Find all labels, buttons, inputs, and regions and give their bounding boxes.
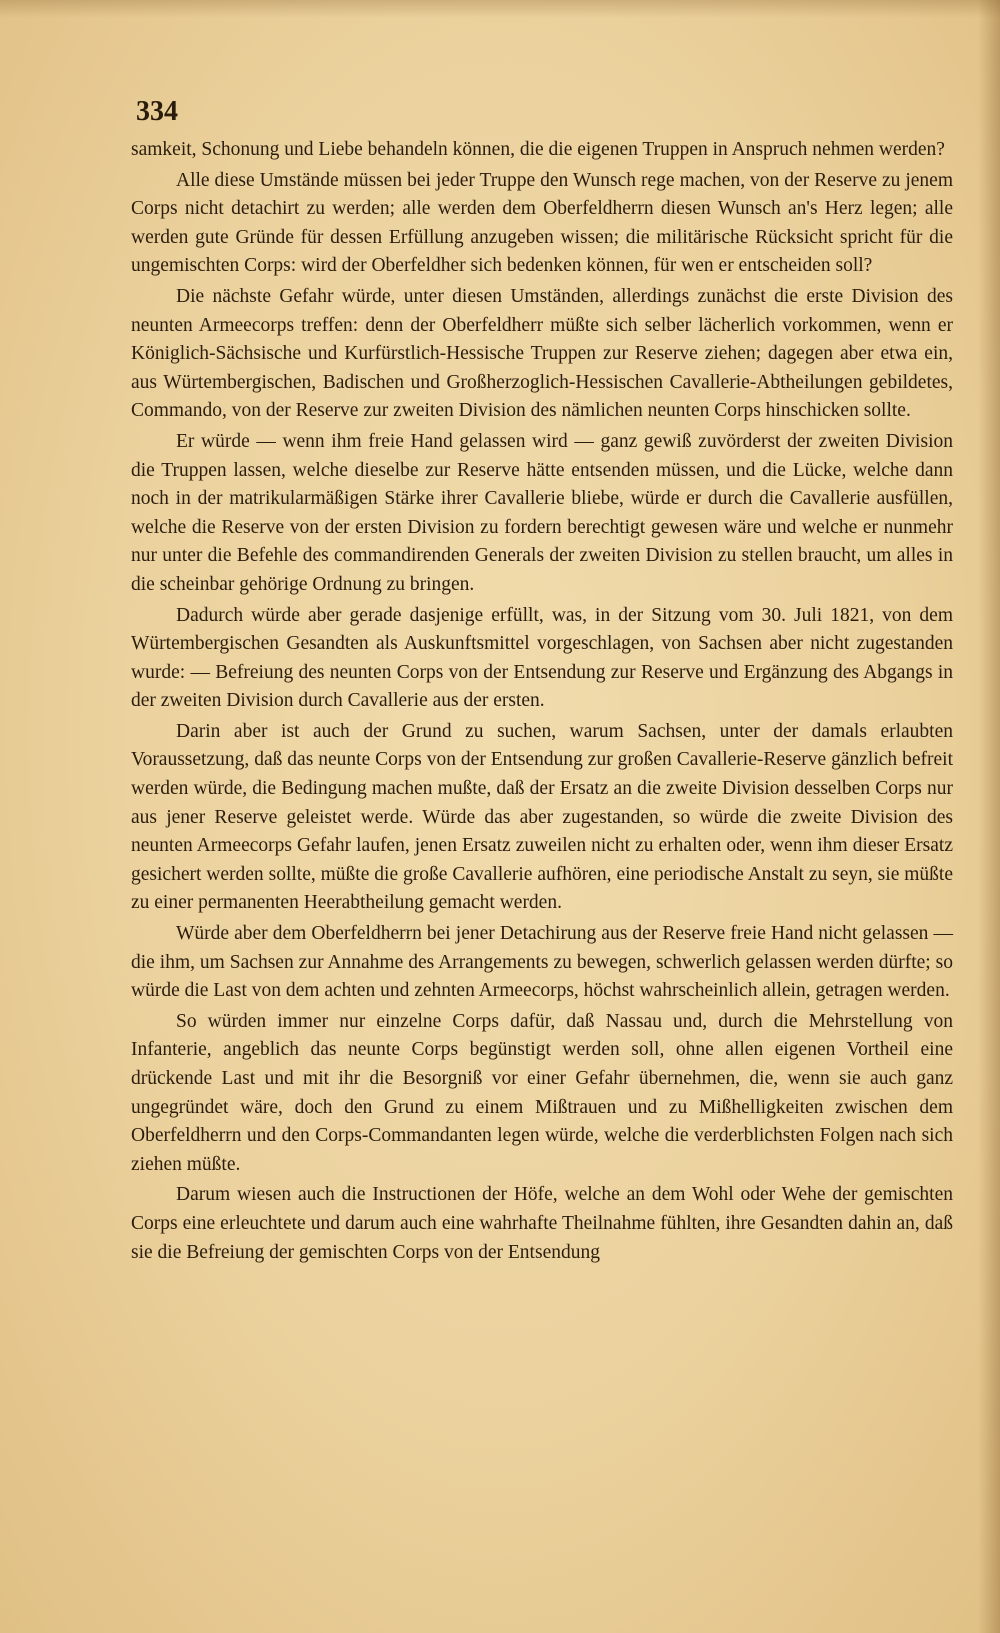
paragraph: So würden immer nur einzelne Corps dafür, daß Nassau und, durch die Mehrstellung von Infanterie, angeblich das neunte Corps begünstigt werden soll, ohne allen eigenen Vortheil eine drückende Last und mit ihr die Besorgniß vor einer Gefahr übernehmen, die, wenn sie auch ganz ungegründet wäre, doch den Grund zu einem Mißtrauen und zu Mißhelligkeiten zwischen dem Oberfeldherrn und den Corps-Commandanten legen würde, welche die verderblichsten Folgen nach sich ziehen müßte.	[131, 1010, 953, 1175]
paragraph: Die nächste Gefahr würde, unter diesen Umständen, allerdings zunächst die erste Division des neunten Armeecorps treffen: denn der Oberfeldherr müßte sich selber lächerlich vorkommen, wenn er Königlich-Sächsische und Kurfürstlich-Hessische Truppen zur Reserve ziehen; dagegen aber etwa ein, aus Würtembergischen, Badischen und Großherzoglich-Hessischen Cavallerie-Abtheilungen gebildetes, Commando, von der Reserve zur zweiten Division des nämlichen neunten Corps hinschicken sollte.	[131, 285, 953, 422]
paragraph: Dadurch würde aber gerade dasjenige erfüllt, was, in der Sitzung vom 30. Juli 1821, von dem Würtembergischen Gesandten als Auskunftsmittel vorgeschlagen, von Sachsen aber nicht zugestanden wurde: — Befreiung des neunten Corps von der Entsendung zur Reserve und Ergänzung des Abgangs in der zweiten Division durch Cavallerie aus der ersten.	[131, 604, 953, 712]
page-number: 334	[136, 96, 178, 127]
paragraph: Darum wiesen auch die Instructionen der Höfe, welche an dem Wohl oder Wehe der gemischten Corps eine erleuchtete und darum auch eine wahrhafte Theilnahme fühlten, ihre Gesandten dahin an, daß sie die Befreiung der gemischten Corps von der Entsendung	[131, 1184, 953, 1263]
body-text	[131, 136, 953, 1269]
paragraph-continuation: samkeit, Schonung und Liebe behandeln können, die die eigenen Truppen in Anspruch nehmen werden?	[131, 139, 945, 160]
paragraph: Alle diese Umstände müssen bei jeder Truppe den Wunsch rege machen, von der Reserve zu jenem Corps nicht detachirt zu werden; alle werden dem Oberfeldherrn diesen Wunsch an's Herz legen; alle werden gute Gründe für dessen Erfüllung anzugeben wissen; die militärische Rücksicht spricht für die ungemischten Corps: wird der Oberfeldher sich bedenken können, für wen er entscheiden soll?	[131, 169, 953, 277]
page-shadow-right	[978, 0, 1000, 1633]
paragraph: Er würde — wenn ihm freie Hand gelassen wird — ganz gewiß zuvörderst der zweiten Division die Truppen lassen, welche dieselbe zur Reserve hätte entsenden müssen, und die Lücke, welche dann noch in der matrikularmäßigen Stärke ihrer Cavallerie bliebe, würde er durch die Cavallerie ausfüllen, welche die Reserve von der ersten Division zu fordern berechtigt gewesen wäre und welche er nunmehr nur unter die Befehle des commandirenden Generals der zweiten Division zu stellen braucht, um alles in die scheinbar gehörige Ordnung zu bringen.	[131, 430, 953, 595]
page-shadow-top	[0, 0, 1000, 18]
paragraph: Würde aber dem Oberfeldherrn bei jener Detachirung aus der Reserve freie Hand nicht gelassen — die ihm, um Sachsen zur Annahme des Arrangements zu bewegen, schwerlich gelassen werden dürfte; so würde die Last von dem achten und zehnten Armeecorps, höchst wahrscheinlich allein, getragen werden.	[131, 923, 953, 1002]
paragraph: Darin aber ist auch der Grund zu suchen, warum Sachsen, unter der damals erlaubten Voraussetzung, daß das neunte Corps von der Entsendung zur großen Cavallerie-Reserve gänzlich befreit werden würde, die Bedingung machen mußte, daß der Ersatz an die zweite Division desselben Corps nur aus jener Reserve geleistet werde. Würde das aber zugestanden, so würde die zweite Division des neunten Armeecorps Gefahr laufen, jenen Ersatz zuweilen nicht zu erhalten oder, wenn ihm dieser Ersatz gesichert werden sollte, müßte die große Cavallerie aufhören, eine periodische Anstalt zu seyn, sie müßte zu einer permanenten Heerabtheilung gemacht werden.	[131, 720, 953, 914]
